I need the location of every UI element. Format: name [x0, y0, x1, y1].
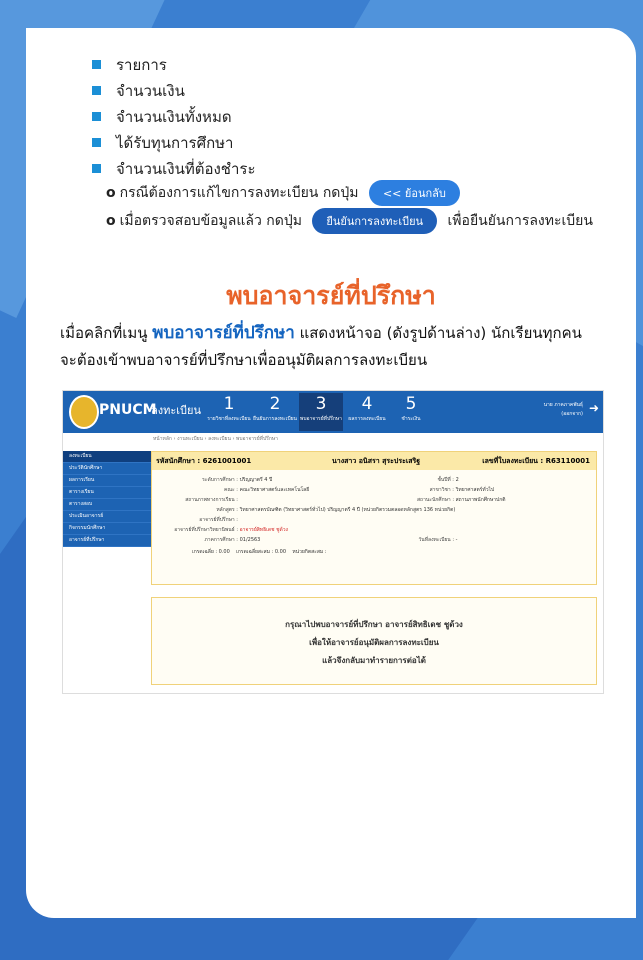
square-bullet-icon [92, 112, 101, 121]
list-item: รายการ [92, 54, 256, 80]
square-bullet-icon [92, 164, 101, 173]
gpa-row: เกรดเฉลี่ย : 0.00 เกรดเฉลี่ยสะสม : 0.00 หน่วยกิตสะสม : [192, 549, 327, 555]
menu-highlight: พบอาจารย์ที่ปรึกษา [152, 323, 295, 343]
menu-item[interactable]: กิจกรรมนักศึกษา [63, 523, 151, 535]
bullet-list [92, 54, 256, 184]
menu-item[interactable]: อาจารย์ที่ปรึกษา [63, 535, 151, 547]
info-row: ระดับการศึกษา : ปริญญาตรี 4 ปี [202, 477, 273, 483]
brand-name: PNUCM [99, 402, 157, 418]
step-2[interactable]: 2 ยืนยันการลงทะเบียน [253, 394, 297, 422]
student-info-panel [151, 451, 597, 585]
list-item: จำนวนเงินที่ต้องชำระ [92, 158, 256, 184]
registration-label: ลงทะเบียน [151, 404, 201, 417]
top-navbar [63, 391, 603, 433]
breadcrumb: หน้าหลัก › งานทะเบียน › ลงทะเบียน › พบอาจารย์ที่ปรึกษา [153, 436, 278, 442]
info-row: สถานะนักศึกษา : สถานภาพนักศึกษาปกติ [416, 497, 506, 503]
confirm-registration-button[interactable]: ยืนยันการลงทะเบียน [312, 208, 437, 234]
sub-item-confirm: o เมื่อตรวจสอบข้อมูลแล้ว กดปุ่ม ยืนยันการลงทะเบียน เพื่อยืนยันการลงทะเบียน [106, 208, 593, 234]
menu-item[interactable]: ตารางสอบ [63, 499, 151, 511]
list-item: ได้รับทุนการศึกษา [92, 132, 256, 158]
menu-item[interactable]: ตารางเรียน [63, 487, 151, 499]
info-row: คณะ : คณะวิทยาศาสตร์และเทคโนโลยี [224, 487, 310, 493]
step-4[interactable]: 4 ผลการลงทะเบียน [348, 394, 386, 422]
menu-item[interactable]: ผลการเรียน [63, 475, 151, 487]
square-bullet-icon [92, 60, 101, 69]
description-paragraph: เมื่อคลิกที่เมนู พบอาจารย์ที่ปรึกษา แสดงหน้าจอ (ดังรูปด้านล่าง) นักเรียนทุกคน จะต้องเข้าพบอาจารย์ที่ปรึกษาเพื่ออนุมัติผลการลงทะเบียน [60, 323, 582, 369]
list-item: จำนวนเงินทั้งหมด [92, 106, 256, 132]
user-info: นาย ภาคภาคพันธุ์ (ออกจาก) [543, 402, 583, 417]
square-bullet-icon [92, 86, 101, 95]
sub-item-edit: o กรณีต้องการแก้ไขการลงทะเบียน กดปุ่ม << ย้อนกลับ [106, 180, 466, 206]
list-item: จำนวนเงิน [92, 80, 256, 106]
student-info-header: รหัสนักศึกษา : 6261001001 นางสาว อนิสรา สุระประเสริฐ เลขที่ใบลงทะเบียน : R63110001 [152, 452, 596, 470]
menu-item[interactable]: ประเมินอาจารย์ [63, 511, 151, 523]
info-row: ชั้นปีที่ : 2 [437, 477, 459, 483]
embedded-screenshot [62, 390, 604, 694]
info-row: อาจารย์ที่ปรึกษา : [199, 517, 238, 523]
info-row: อาจารย์ที่ปรึกษาวิทยานิพนธ์ : อาจารย์สิทธิเดช ชูด้วง [174, 527, 288, 533]
step-3[interactable]: 3 พบอาจารย์ที่ปรึกษา [299, 393, 343, 431]
info-row: วันที่ลงทะเบียน : - [418, 537, 458, 543]
info-row: ภาคการศึกษา : 01/2563 [204, 537, 261, 543]
advisor-notice: กรุณาไปพบอาจารย์ที่ปรึกษา อาจารย์สิทธิเดช ชูด้วง เพื่อให้อาจารย์อนุมัติผลการลงทะเบียน แล้วจึงกลับมาทำรายการต่อได้ [151, 597, 597, 685]
logout-icon[interactable]: ➜ [588, 401, 599, 415]
step-1[interactable]: 1 รายวิชาที่ลงทะเบียน [207, 394, 251, 422]
menu-item[interactable]: ลงทะเบียน [63, 451, 151, 463]
back-button[interactable]: << ย้อนกลับ [369, 180, 460, 206]
step-5[interactable]: 5 ชำระเงิน [401, 394, 421, 422]
info-row: สถานภาพทางการเรียน : [185, 497, 238, 503]
content-card [26, 28, 636, 918]
menu-item[interactable]: ประวัตินักศึกษา [63, 463, 151, 475]
side-menu [63, 451, 151, 547]
university-logo-icon [69, 395, 99, 429]
info-row: สาขาวิชา : วิทยาศาสตร์ทั่วไป [429, 487, 495, 493]
section-heading: พบอาจารย์ที่ปรึกษา [226, 281, 436, 310]
square-bullet-icon [92, 138, 101, 147]
info-row: หลักสูตร : วิทยาศาสตรบัณฑิต (วิทยาศาสตร์ทั่วไป) ปริญญาตรี 4 ปี (หน่วยกิตรวมตลอดหลักสูตร 136 หน่วยกิต) [216, 507, 456, 513]
